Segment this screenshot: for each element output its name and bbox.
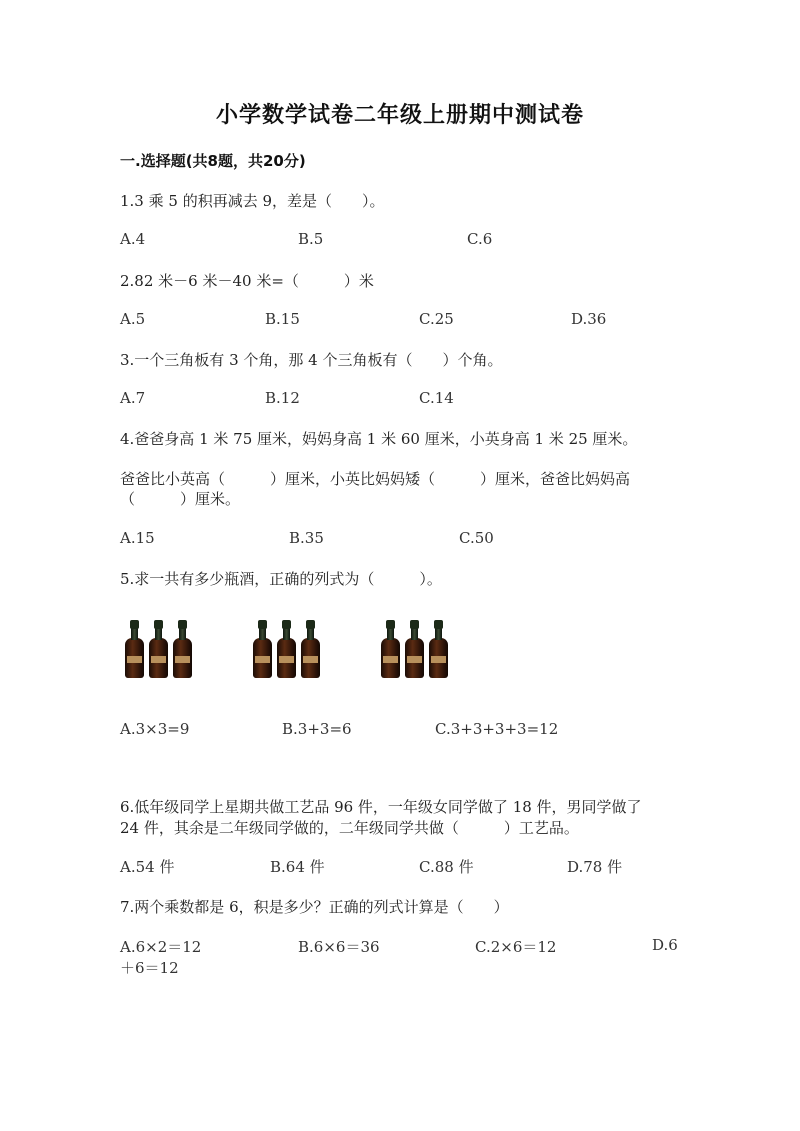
- wine-bottle-icon: [124, 620, 145, 678]
- wine-bottle-icon: [300, 620, 321, 678]
- question-6: 6.低年级同学上星期共做工艺品 96 件，一年级女同学做了 18 件，男同学做了: [120, 798, 642, 816]
- question-4: 4.爸爸身高 1 米 75 厘米，妈妈身高 1 米 60 厘米，小英身高 1 米 25 厘米。: [120, 430, 638, 448]
- q2-option-b: B.15: [265, 310, 300, 328]
- question-1: 1.3 乘 5 的积再减去 9，差是（ ）。: [120, 192, 385, 210]
- bottle-group-3: [380, 620, 449, 678]
- question-4-line-3: （ ）厘米。: [120, 490, 241, 508]
- question-6-line-2: 24 件，其余是二年级同学做的，二年级同学共做（ ）工艺品。: [120, 819, 579, 837]
- section-heading: 一.选择题(共8题，共20分): [120, 152, 306, 170]
- wine-bottle-icon: [148, 620, 169, 678]
- q2-option-a: A.5: [120, 310, 146, 328]
- question-5: 5.求一共有多少瓶酒，正确的列式为（ ）。: [120, 570, 442, 588]
- q7-option-a: A.6×2＝12: [120, 938, 202, 956]
- q4-option-a: A.15: [120, 529, 155, 547]
- wine-bottle-icon: [252, 620, 273, 678]
- q7-option-d: D.6: [652, 936, 678, 954]
- wine-bottle-icon: [276, 620, 297, 678]
- wine-bottle-icon: [172, 620, 193, 678]
- q1-option-c: C.6: [467, 230, 493, 248]
- q1-option-a: A.4: [120, 230, 146, 248]
- q1-option-b: B.5: [298, 230, 324, 248]
- q3-option-a: A.7: [120, 389, 146, 407]
- q3-option-b: B.12: [265, 389, 300, 407]
- q3-option-c: C.14: [419, 389, 454, 407]
- wine-bottle-icon: [380, 620, 401, 678]
- wine-bottle-icon: [428, 620, 449, 678]
- q5-option-b: B.3+3=6: [282, 720, 352, 738]
- q7-option-b: B.6×6＝36: [298, 938, 380, 956]
- q4-option-b: B.35: [289, 529, 324, 547]
- q7-option-d-wrap: ＋6＝12: [120, 959, 179, 977]
- question-7: 7.两个乘数都是 6，积是多少？正确的列式计算是（ ）: [120, 898, 509, 916]
- bottle-group-2: [252, 620, 321, 678]
- question-3: 3.一个三角板有 3 个角，那 4 个三角板有（ ）个角。: [120, 351, 503, 369]
- q6-option-c: C.88 件: [419, 858, 474, 876]
- q7-option-c: C.2×6＝12: [475, 938, 557, 956]
- question-2: 2.82 米－6 米－40 米=（ ）米: [120, 272, 374, 290]
- q5-option-c: C.3+3+3+3=12: [435, 720, 559, 738]
- q5-option-a: A.3×3=9: [120, 720, 190, 738]
- q2-option-d: D.36: [571, 310, 607, 328]
- q6-option-d: D.78 件: [567, 858, 623, 876]
- page-title: 小学数学试卷二年级上册期中测试卷: [215, 102, 584, 128]
- q6-option-b: B.64 件: [270, 858, 325, 876]
- q2-option-c: C.25: [419, 310, 454, 328]
- question-4-line-2: 爸爸比小英高（ ）厘米，小英比妈妈矮（ ）厘米，爸爸比妈妈高: [120, 470, 631, 488]
- q4-option-c: C.50: [459, 529, 494, 547]
- q6-option-a: A.54 件: [120, 858, 175, 876]
- wine-bottle-icon: [404, 620, 425, 678]
- bottle-group-1: [124, 620, 193, 678]
